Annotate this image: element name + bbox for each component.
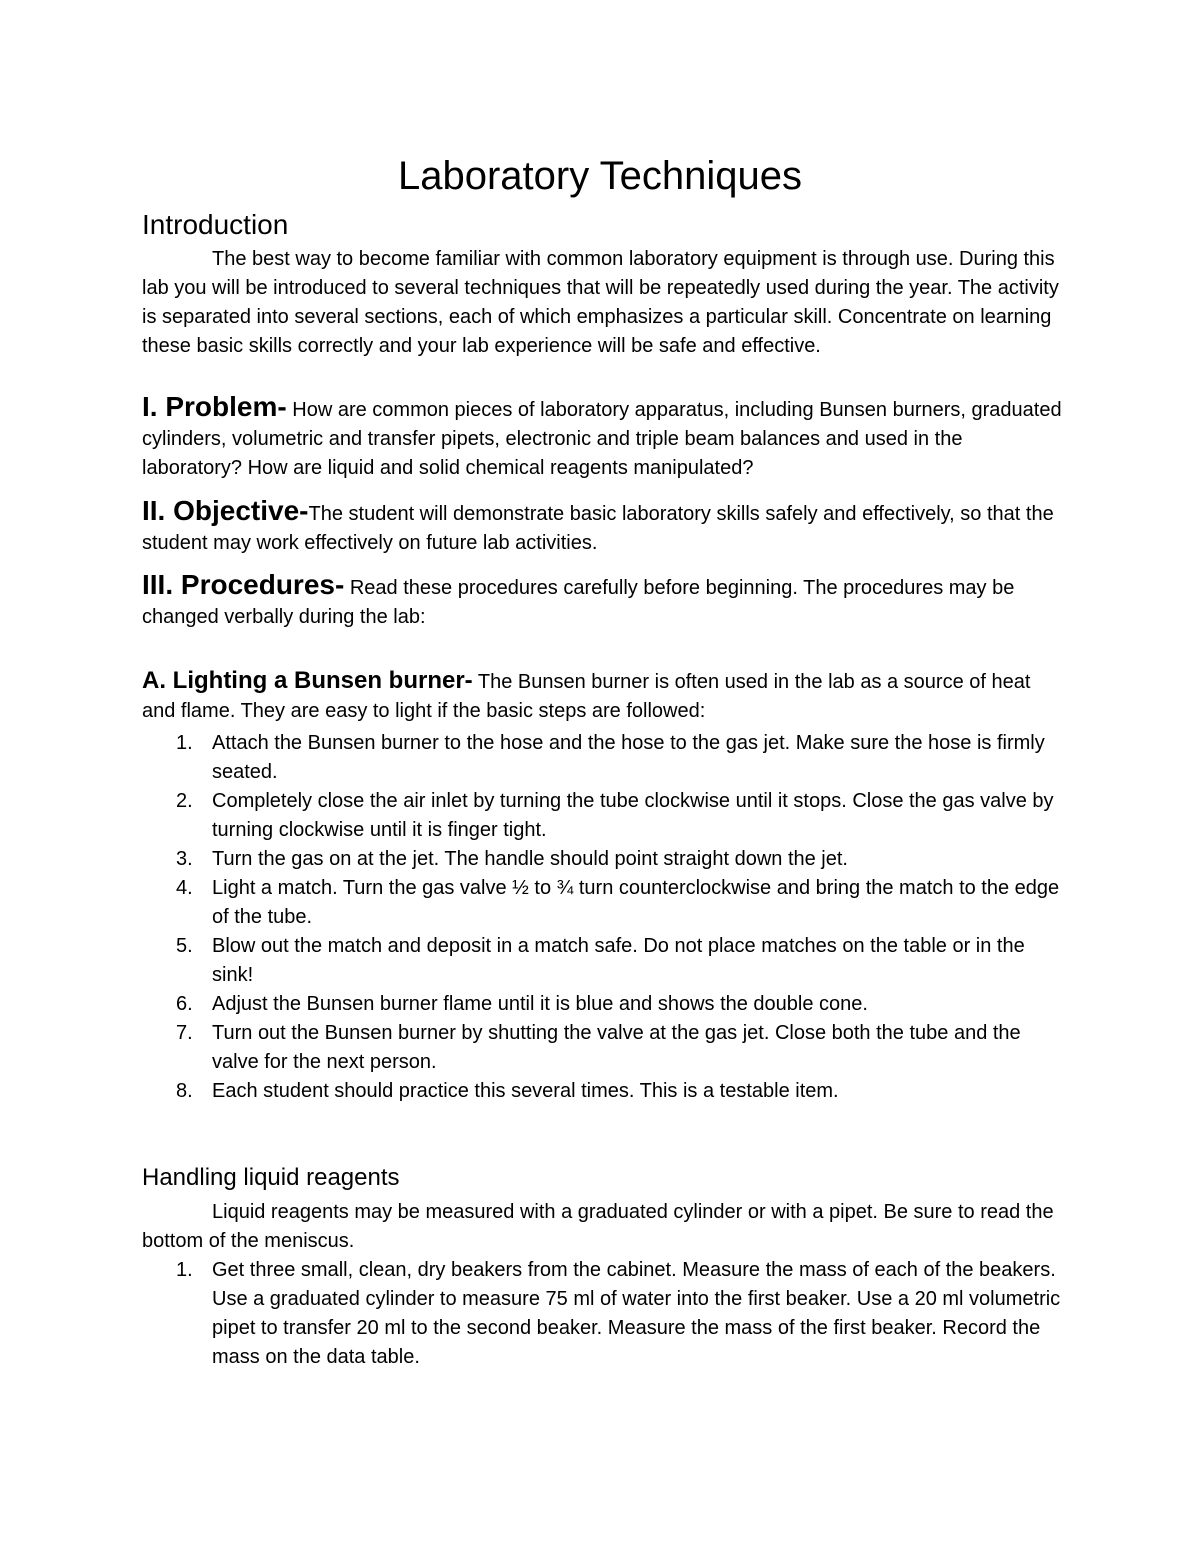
bunsen-intro-text: The Bunsen burner is often used in the lab as a source of heat and flame. They are easy to light if the basic steps are followed: [142, 671, 1031, 722]
bunsen-section [142, 666, 1062, 726]
list-item [142, 787, 1062, 845]
list-item-text: Get three small, clean, dry beakers from the cabinet. Measure the mass of each of the beakers. Use a graduated cylinder to measure 75 ml of water into the first beaker. Use a 20 ml volumetric pipet to transfer 20 ml to the second beaker. Measure the mass of the first beaker. Record the mass on the data table. [212, 1259, 1061, 1368]
list-item-number: 8. [176, 1080, 193, 1102]
list-item [142, 874, 1062, 932]
list-item-text: Each student should practice this several times. This is a testable item. [212, 1080, 839, 1102]
list-item-text: Light a match. Turn the gas valve ½ to ¾ turn counterclockwise and bring the match to the edge of the tube. [212, 877, 1060, 928]
procedures-section [142, 570, 1062, 632]
procedures-heading: III. Procedures- [142, 569, 345, 600]
list-item-text: Adjust the Bunsen burner flame until it is blue and shows the double cone. [212, 993, 868, 1015]
list-item-text: Turn out the Bunsen burner by shutting the valve at the gas jet. Close both the tube and the valve for the next person. [212, 1022, 1021, 1073]
liquid-reagents-paragraph: Liquid reagents may be measured with a graduated cylinder or with a pipet. Be sure to read the bottom of the meniscus. [142, 1201, 1054, 1252]
list-item-text: Attach the Bunsen burner to the hose and the hose to the gas jet. Make sure the hose is firmly seated. [212, 732, 1045, 783]
list-item-text: Turn the gas on at the jet. The handle should point straight down the jet. [212, 848, 848, 870]
list-item [142, 845, 1062, 874]
list-item-number: 5. [176, 935, 193, 957]
list-item-number: 6. [176, 993, 193, 1015]
list-item-number: 4. [176, 877, 193, 899]
bunsen-heading: A. Lighting a Bunsen burner- [142, 667, 473, 694]
introduction-heading: Introduction [142, 209, 289, 240]
list-item-number: 1. [176, 1259, 193, 1281]
objective-heading: II. Objective- [142, 495, 309, 526]
list-item-number: 7. [176, 1022, 193, 1044]
list-item [142, 990, 1062, 1019]
bunsen-steps-list [142, 729, 1062, 1106]
list-item-number: 3. [176, 848, 193, 870]
list-item-text: Blow out the match and deposit in a match safe. Do not place matches on the table or in the sink! [212, 935, 1025, 986]
list-item-number: 2. [176, 790, 193, 812]
list-item [142, 1019, 1062, 1077]
problem-text: How are common pieces of laboratory apparatus, including Bunsen burners, graduated cylinders, volumetric and transfer pipets, electronic and triple beam balances and used in the laboratory? How are liquid and solid chemical reagents manipulated? [142, 399, 1062, 479]
liquid-steps-list [142, 1256, 1062, 1372]
list-item-number: 1. [176, 732, 193, 754]
list-item [142, 1077, 1062, 1106]
objective-text: The student will demonstrate basic laboratory skills safely and effectively, so that the student may work effectively on future lab activities. [142, 503, 1054, 554]
objective-section [142, 496, 1062, 558]
introduction-paragraph: The best way to become familiar with common laboratory equipment is through use. During this lab you will be introduced to several techniques that will be repeatedly used during the year. The activity is separated into several sections, each of which emphasizes a particular skill. Concentrate on learning these basic skills correctly and your lab experience will be safe and effective. [142, 248, 1059, 357]
procedures-text: Read these procedures carefully before beginning. The procedures may be changed verbally during the lab: [142, 577, 1015, 628]
liquid-reagents-heading: Handling liquid reagents [142, 1164, 400, 1191]
list-item [142, 932, 1062, 990]
list-item [142, 729, 1062, 787]
problem-section [142, 392, 1062, 483]
page-title: Laboratory Techniques [398, 154, 802, 198]
list-item [142, 1256, 1062, 1372]
problem-heading: I. Problem- [142, 391, 287, 422]
list-item-text: Completely close the air inlet by turning the tube clockwise until it stops. Close the gas valve by turning clockwise until it is finger tight. [212, 790, 1054, 841]
